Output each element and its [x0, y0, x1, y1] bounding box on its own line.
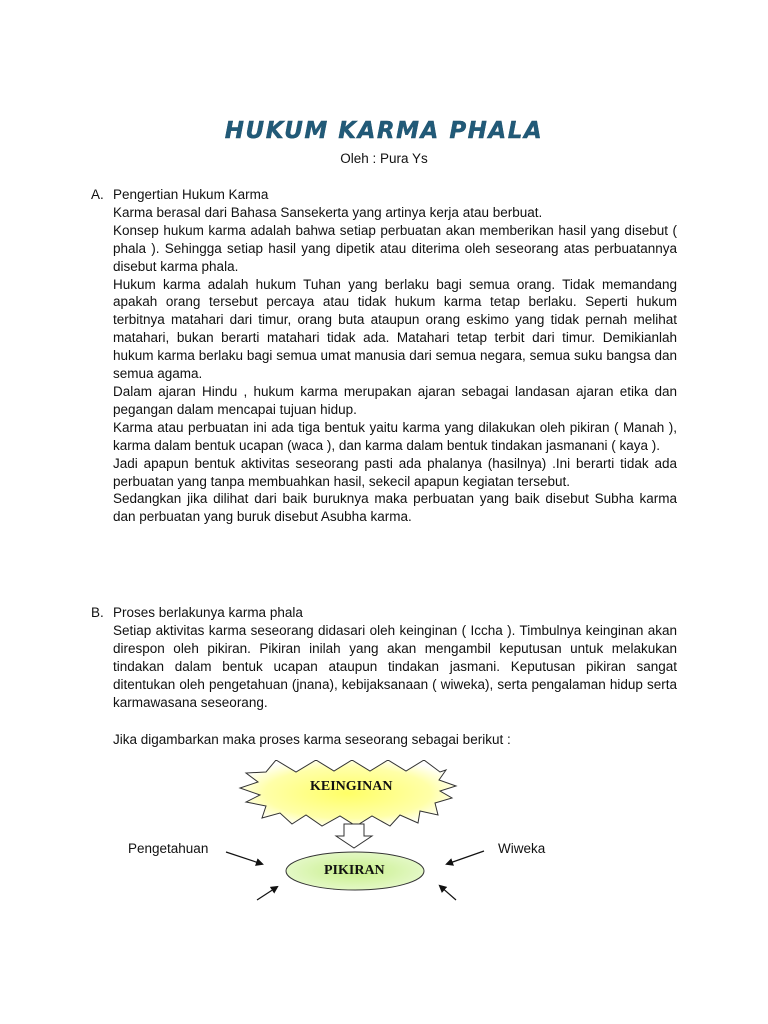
down-arrow: [336, 824, 372, 848]
right-arrow: [447, 851, 484, 864]
paragraph: Setiap aktivitas karma seseorang didasari oleh keinginan ( Iccha ). Timbulnya keinginan akan direspon oleh pikiran. Pikiran inilah yang akan mengambil keputusan untuk melakukan tindakan dalam bentuk ucapan ataupun tindakan jasmani. Keputusan pikiran sangat ditentukan oleh pengetahuan (jnana), kebijaksanaan ( wiweka), serta pengalaman hidup serta karmawasana seseorang.: [113, 622, 677, 710]
section-b-heading: Proses berlakunya karma phala: [113, 605, 303, 620]
section-b: [91, 604, 677, 711]
paragraph: Karma berasal dari Bahasa Sansekerta yang artinya kerja atau berbuat.: [113, 204, 543, 220]
section-a-body: [113, 204, 677, 526]
karma-process-diagram: [0, 760, 768, 910]
section-b-marker: B.: [91, 605, 104, 620]
section-b-header: [91, 604, 677, 622]
keinginan-label: KEINGINAN: [310, 779, 393, 794]
pengetahuan-label: Pengetahuan: [128, 841, 209, 856]
section-a-marker: A.: [91, 187, 104, 202]
paragraph: Dalam ajaran Hindu , hukum karma merupakan ajaran sebagai landasan ajaran etika dan pegangan dalam mencapai tujuan hidup.: [113, 383, 677, 417]
section-a: [91, 186, 677, 526]
bottom-left-arrow: [257, 887, 277, 900]
pikiran-label: PIKIRAN: [324, 863, 385, 878]
paragraph: Karma atau perbuatan ini ada tiga bentuk yaitu karma yang dilakukan oleh pikiran ( Manah ), karma dalam bentuk ucapan (waca ), dan karma dalam bentuk tindakan jasmanani ( kaya ).: [113, 419, 677, 453]
wiweka-label: Wiweka: [498, 841, 546, 856]
document-title: HUKUM KARMA PHALA: [224, 118, 544, 144]
diagram-intro: Jika digambarkan maka proses karma seseorang sebagai berikut :: [113, 732, 511, 747]
paragraph: Hukum karma adalah hukum Tuhan yang berlaku bagi semua orang. Tidak memandang apakah orang tersebut percaya atau tidak hukum karma tetap berlaku. Seperti hukum terbitnya matahari dari timur, orang buta ataupun orang eskimo yang tidak pernah melihat matahari, bukan berarti matahari tidak ada. Matahari tetap terbit dari timur. Demikianlah hukum karma berlaku bagi semua umat manusia dari semua negara, semua suku bangsa dan semua agama.: [113, 276, 677, 382]
bottom-right-arrow: [440, 886, 456, 900]
left-arrow: [226, 852, 262, 864]
paragraph: Konsep hukum karma adalah bahwa setiap perbuatan akan memberikan hasil yang disebut ( phala ). Sehingga setiap hasil yang dipetik atau diterima oleh seseorang atas perbuatannya disebut karma phala.: [113, 222, 677, 274]
paragraph: Sedangkan jika dilihat dari baik buruknya maka perbuatan yang baik disebut Subha karma dan perbuatan yang buruk disebut Asubha karma.: [113, 491, 677, 525]
paragraph: Jadi apapun bentuk aktivitas seseorang pasti ada phalanya (hasilnya) .Ini berarti tidak ada perbuatan yang tanpa membuahkan hasil, sekecil apapun kegiatan tersebut.: [113, 455, 677, 489]
section-b-body: [113, 622, 677, 712]
section-a-header: [91, 186, 677, 204]
document-author: Oleh : Pura Ys: [340, 151, 428, 166]
section-a-heading: Pengertian Hukum Karma: [113, 187, 269, 202]
